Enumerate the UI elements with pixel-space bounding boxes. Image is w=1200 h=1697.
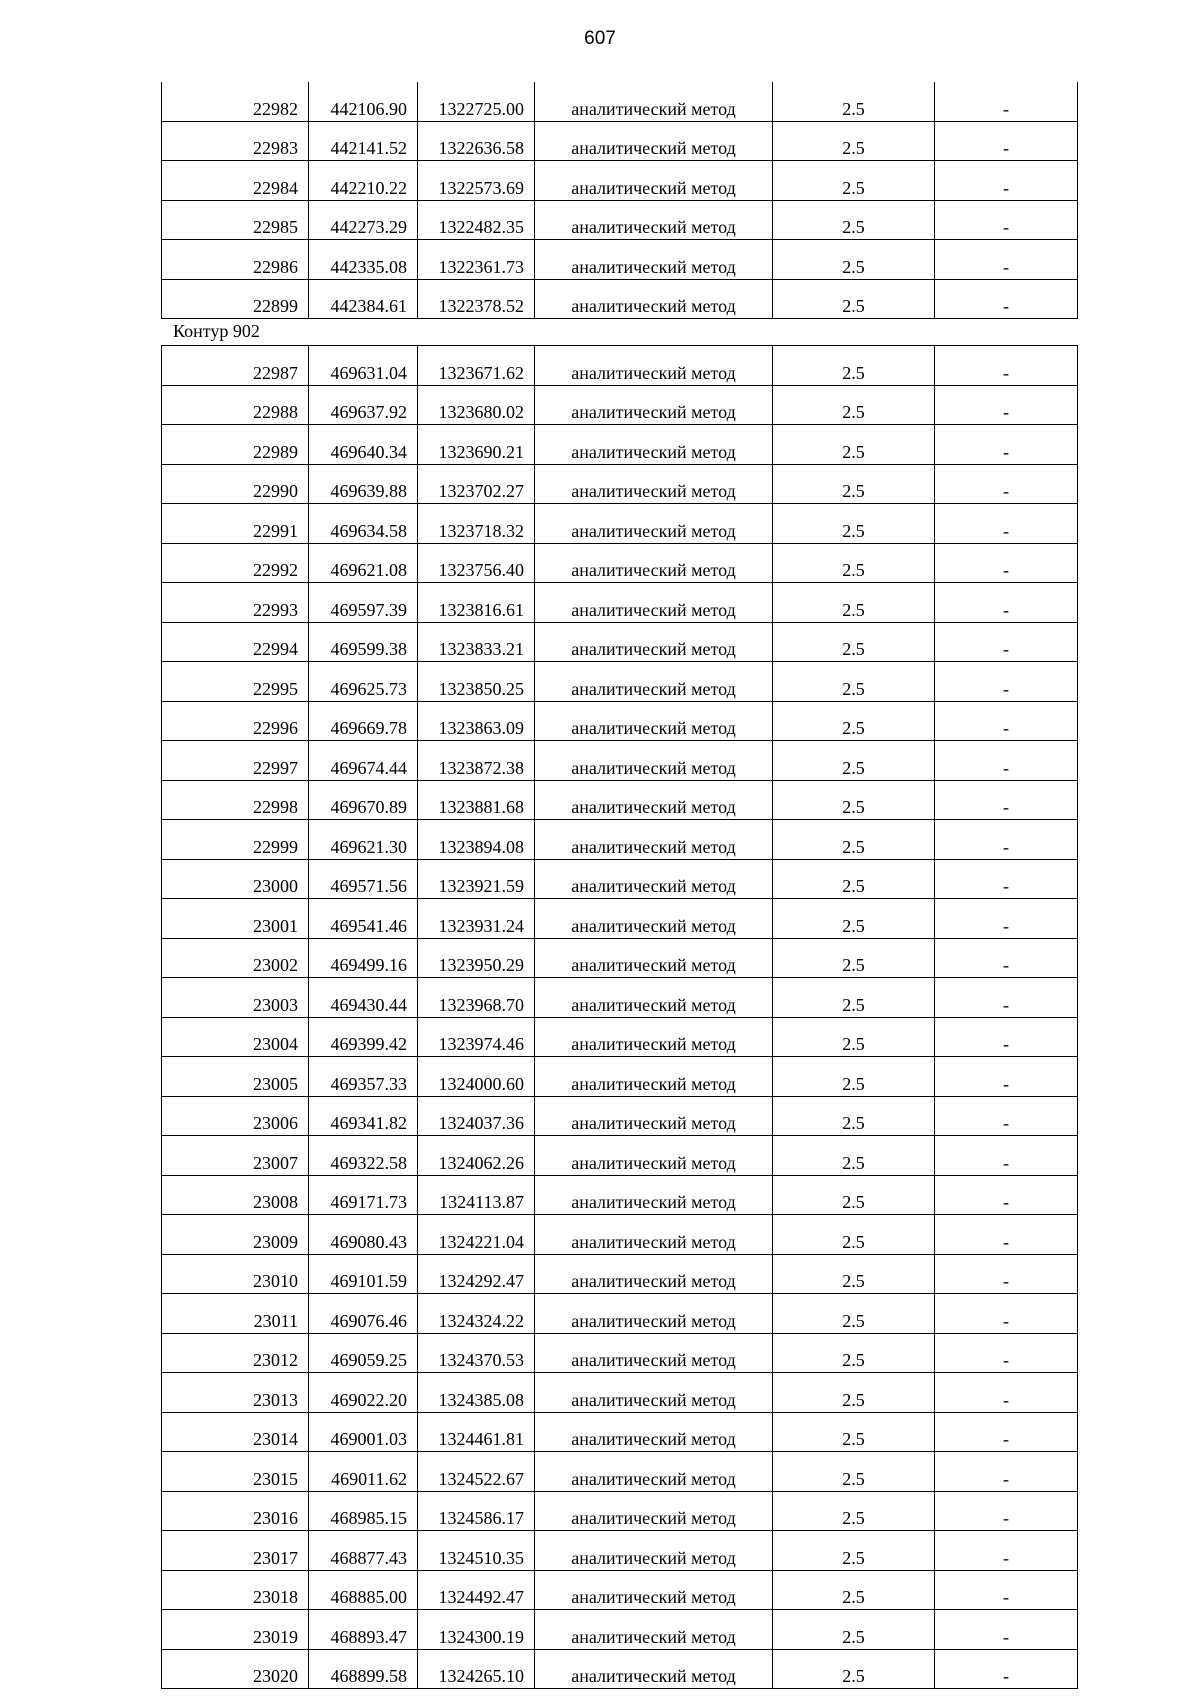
- y-coordinate-cell: 1322482.35: [418, 200, 535, 240]
- table-row: [162, 1452, 1078, 1492]
- y-coordinate-cell: 1323816.61: [418, 583, 535, 623]
- y-coordinate-cell: 1324370.53: [418, 1333, 535, 1373]
- y-coordinate-cell: 1324292.47: [418, 1254, 535, 1294]
- table-row: [162, 583, 1078, 623]
- y-coordinate-cell: 1323680.02: [418, 385, 535, 425]
- point-number-cell: 23009: [162, 1215, 309, 1255]
- accuracy-cell: 2.5: [773, 1649, 935, 1689]
- point-number-cell: 23004: [162, 1017, 309, 1057]
- point-number-cell: 22995: [162, 662, 309, 702]
- point-number-cell: 23000: [162, 859, 309, 899]
- y-coordinate-cell: 1323833.21: [418, 622, 535, 662]
- x-coordinate-cell: 468899.58: [309, 1649, 418, 1689]
- table-row: [162, 938, 1078, 978]
- method-cell: аналитический метод: [535, 504, 773, 544]
- note-cell: -: [935, 1491, 1078, 1531]
- accuracy-cell: 2.5: [773, 1491, 935, 1531]
- accuracy-cell: 2.5: [773, 899, 935, 939]
- x-coordinate-cell: 469597.39: [309, 583, 418, 623]
- point-number-cell: 22992: [162, 543, 309, 583]
- point-number-cell: 22991: [162, 504, 309, 544]
- table-row: [162, 121, 1078, 161]
- point-number-cell: 23020: [162, 1649, 309, 1689]
- x-coordinate-cell: 469076.46: [309, 1294, 418, 1334]
- table-row: [162, 1175, 1078, 1215]
- point-number-cell: 22994: [162, 622, 309, 662]
- table-row: [162, 1491, 1078, 1531]
- table-row: [162, 662, 1078, 702]
- y-coordinate-cell: 1323974.46: [418, 1017, 535, 1057]
- table-row: [162, 1017, 1078, 1057]
- point-number-cell: 23011: [162, 1294, 309, 1334]
- accuracy-cell: 2.5: [773, 1175, 935, 1215]
- method-cell: аналитический метод: [535, 701, 773, 741]
- accuracy-cell: 2.5: [773, 938, 935, 978]
- y-coordinate-cell: 1324000.60: [418, 1057, 535, 1097]
- point-number-cell: 22997: [162, 741, 309, 781]
- point-number-cell: 22987: [162, 346, 309, 386]
- method-cell: аналитический метод: [535, 161, 773, 201]
- y-coordinate-cell: 1322378.52: [418, 279, 535, 319]
- table-row: [162, 1215, 1078, 1255]
- table-row: [162, 425, 1078, 465]
- accuracy-cell: 2.5: [773, 1017, 935, 1057]
- point-number-cell: 22899: [162, 279, 309, 319]
- x-coordinate-cell: 469599.38: [309, 622, 418, 662]
- y-coordinate-cell: 1324461.81: [418, 1412, 535, 1452]
- y-coordinate-cell: 1323931.24: [418, 899, 535, 939]
- accuracy-cell: 2.5: [773, 662, 935, 702]
- x-coordinate-cell: 469101.59: [309, 1254, 418, 1294]
- note-cell: -: [935, 780, 1078, 820]
- x-coordinate-cell: 469625.73: [309, 662, 418, 702]
- coordinates-table-continued: [161, 82, 1078, 319]
- table-row: [162, 1096, 1078, 1136]
- accuracy-cell: 2.5: [773, 1570, 935, 1610]
- point-number-cell: 22998: [162, 780, 309, 820]
- note-cell: -: [935, 464, 1078, 504]
- method-cell: аналитический метод: [535, 938, 773, 978]
- method-cell: аналитический метод: [535, 1215, 773, 1255]
- point-number-cell: 22985: [162, 200, 309, 240]
- x-coordinate-cell: 442106.90: [309, 82, 418, 121]
- point-number-cell: 23014: [162, 1412, 309, 1452]
- y-coordinate-cell: 1322636.58: [418, 121, 535, 161]
- note-cell: -: [935, 543, 1078, 583]
- method-cell: аналитический метод: [535, 1333, 773, 1373]
- point-number-cell: 23003: [162, 978, 309, 1018]
- table-row: [162, 1610, 1078, 1650]
- x-coordinate-cell: 469669.78: [309, 701, 418, 741]
- table-row: [162, 279, 1078, 319]
- accuracy-cell: 2.5: [773, 978, 935, 1018]
- accuracy-cell: 2.5: [773, 346, 935, 386]
- method-cell: аналитический метод: [535, 543, 773, 583]
- y-coordinate-cell: 1324324.22: [418, 1294, 535, 1334]
- x-coordinate-cell: 469571.56: [309, 859, 418, 899]
- note-cell: -: [935, 1294, 1078, 1334]
- method-cell: аналитический метод: [535, 662, 773, 702]
- table-row: [162, 464, 1078, 504]
- x-coordinate-cell: 469621.30: [309, 820, 418, 860]
- x-coordinate-cell: 469080.43: [309, 1215, 418, 1255]
- note-cell: -: [935, 978, 1078, 1018]
- note-cell: -: [935, 701, 1078, 741]
- x-coordinate-cell: 442335.08: [309, 240, 418, 280]
- y-coordinate-cell: 1324113.87: [418, 1175, 535, 1215]
- y-coordinate-cell: 1323718.32: [418, 504, 535, 544]
- method-cell: аналитический метод: [535, 240, 773, 280]
- y-coordinate-cell: 1322361.73: [418, 240, 535, 280]
- y-coordinate-cell: 1322725.00: [418, 82, 535, 121]
- accuracy-cell: 2.5: [773, 1531, 935, 1571]
- method-cell: аналитический метод: [535, 385, 773, 425]
- accuracy-cell: 2.5: [773, 425, 935, 465]
- point-number-cell: 22989: [162, 425, 309, 465]
- accuracy-cell: 2.5: [773, 1373, 935, 1413]
- point-number-cell: 22983: [162, 121, 309, 161]
- note-cell: -: [935, 1649, 1078, 1689]
- note-cell: -: [935, 1452, 1078, 1492]
- y-coordinate-cell: 1323863.09: [418, 701, 535, 741]
- x-coordinate-cell: 469634.58: [309, 504, 418, 544]
- note-cell: -: [935, 385, 1078, 425]
- point-number-cell: 22988: [162, 385, 309, 425]
- method-cell: аналитический метод: [535, 346, 773, 386]
- method-cell: аналитический метод: [535, 1373, 773, 1413]
- accuracy-cell: 2.5: [773, 1452, 935, 1492]
- y-coordinate-cell: 1324037.36: [418, 1096, 535, 1136]
- point-number-cell: 23012: [162, 1333, 309, 1373]
- y-coordinate-cell: 1323756.40: [418, 543, 535, 583]
- note-cell: -: [935, 279, 1078, 319]
- table-row: [162, 1570, 1078, 1610]
- method-cell: аналитический метод: [535, 583, 773, 623]
- y-coordinate-cell: 1323950.29: [418, 938, 535, 978]
- point-number-cell: 23010: [162, 1254, 309, 1294]
- note-cell: -: [935, 504, 1078, 544]
- x-coordinate-cell: 469637.92: [309, 385, 418, 425]
- accuracy-cell: 2.5: [773, 504, 935, 544]
- x-coordinate-cell: 469011.62: [309, 1452, 418, 1492]
- method-cell: аналитический метод: [535, 780, 773, 820]
- section-label: Контур 902: [173, 321, 260, 341]
- method-cell: аналитический метод: [535, 1531, 773, 1571]
- point-number-cell: 23019: [162, 1610, 309, 1650]
- x-coordinate-cell: 469631.04: [309, 346, 418, 386]
- method-cell: аналитический метод: [535, 1254, 773, 1294]
- page-number: 607: [584, 28, 616, 49]
- y-coordinate-cell: 1323702.27: [418, 464, 535, 504]
- accuracy-cell: 2.5: [773, 200, 935, 240]
- note-cell: -: [935, 425, 1078, 465]
- note-cell: -: [935, 200, 1078, 240]
- note-cell: -: [935, 938, 1078, 978]
- note-cell: -: [935, 1531, 1078, 1571]
- point-number-cell: 22982: [162, 82, 309, 121]
- note-cell: -: [935, 859, 1078, 899]
- point-number-cell: 23007: [162, 1136, 309, 1176]
- table-row: [162, 701, 1078, 741]
- accuracy-cell: 2.5: [773, 583, 935, 623]
- table-row: [162, 1412, 1078, 1452]
- method-cell: аналитический метод: [535, 1096, 773, 1136]
- table-row: [162, 161, 1078, 201]
- x-coordinate-cell: 469322.58: [309, 1136, 418, 1176]
- accuracy-cell: 2.5: [773, 1294, 935, 1334]
- y-coordinate-cell: 1323921.59: [418, 859, 535, 899]
- x-coordinate-cell: 442384.61: [309, 279, 418, 319]
- table-row: [162, 859, 1078, 899]
- point-number-cell: 23006: [162, 1096, 309, 1136]
- method-cell: аналитический метод: [535, 1017, 773, 1057]
- method-cell: аналитический метод: [535, 978, 773, 1018]
- table-row: [162, 1333, 1078, 1373]
- x-coordinate-cell: 442141.52: [309, 121, 418, 161]
- table-row: [162, 240, 1078, 280]
- method-cell: аналитический метод: [535, 279, 773, 319]
- method-cell: аналитический метод: [535, 1175, 773, 1215]
- note-cell: -: [935, 899, 1078, 939]
- method-cell: аналитический метод: [535, 820, 773, 860]
- table-row: [162, 346, 1078, 386]
- table-row: [162, 1294, 1078, 1334]
- x-coordinate-cell: 442273.29: [309, 200, 418, 240]
- x-coordinate-cell: 469357.33: [309, 1057, 418, 1097]
- y-coordinate-cell: 1324221.04: [418, 1215, 535, 1255]
- x-coordinate-cell: 469430.44: [309, 978, 418, 1018]
- method-cell: аналитический метод: [535, 121, 773, 161]
- method-cell: аналитический метод: [535, 1294, 773, 1334]
- note-cell: -: [935, 1096, 1078, 1136]
- note-cell: -: [935, 1373, 1078, 1413]
- x-coordinate-cell: 469171.73: [309, 1175, 418, 1215]
- method-cell: аналитический метод: [535, 1491, 773, 1531]
- point-number-cell: 22999: [162, 820, 309, 860]
- point-number-cell: 23017: [162, 1531, 309, 1571]
- method-cell: аналитический метод: [535, 1057, 773, 1097]
- x-coordinate-cell: 469001.03: [309, 1412, 418, 1452]
- x-coordinate-cell: 469022.20: [309, 1373, 418, 1413]
- table-row: [162, 1254, 1078, 1294]
- point-number-cell: 22986: [162, 240, 309, 280]
- y-coordinate-cell: 1323872.38: [418, 741, 535, 781]
- x-coordinate-cell: 469621.08: [309, 543, 418, 583]
- accuracy-cell: 2.5: [773, 240, 935, 280]
- x-coordinate-cell: 469499.16: [309, 938, 418, 978]
- table-row: [162, 1057, 1078, 1097]
- y-coordinate-cell: 1324062.26: [418, 1136, 535, 1176]
- x-coordinate-cell: 469059.25: [309, 1333, 418, 1373]
- accuracy-cell: 2.5: [773, 741, 935, 781]
- table-row: [162, 504, 1078, 544]
- point-number-cell: 23008: [162, 1175, 309, 1215]
- method-cell: аналитический метод: [535, 859, 773, 899]
- table-row: [162, 385, 1078, 425]
- y-coordinate-cell: 1324265.10: [418, 1649, 535, 1689]
- method-cell: аналитический метод: [535, 622, 773, 662]
- y-coordinate-cell: 1324586.17: [418, 1491, 535, 1531]
- accuracy-cell: 2.5: [773, 464, 935, 504]
- table-row: [162, 899, 1078, 939]
- table-row: [162, 741, 1078, 781]
- note-cell: -: [935, 583, 1078, 623]
- method-cell: аналитический метод: [535, 1570, 773, 1610]
- accuracy-cell: 2.5: [773, 1057, 935, 1097]
- table-row: [162, 1136, 1078, 1176]
- y-coordinate-cell: 1324492.47: [418, 1570, 535, 1610]
- note-cell: -: [935, 161, 1078, 201]
- accuracy-cell: 2.5: [773, 859, 935, 899]
- accuracy-cell: 2.5: [773, 1610, 935, 1650]
- y-coordinate-cell: 1322573.69: [418, 161, 535, 201]
- method-cell: аналитический метод: [535, 425, 773, 465]
- note-cell: -: [935, 1136, 1078, 1176]
- note-cell: -: [935, 1175, 1078, 1215]
- x-coordinate-cell: 468985.15: [309, 1491, 418, 1531]
- method-cell: аналитический метод: [535, 200, 773, 240]
- note-cell: -: [935, 1215, 1078, 1255]
- accuracy-cell: 2.5: [773, 1136, 935, 1176]
- accuracy-cell: 2.5: [773, 780, 935, 820]
- point-number-cell: 23016: [162, 1491, 309, 1531]
- method-cell: аналитический метод: [535, 1610, 773, 1650]
- x-coordinate-cell: 469341.82: [309, 1096, 418, 1136]
- x-coordinate-cell: 442210.22: [309, 161, 418, 201]
- y-coordinate-cell: 1323881.68: [418, 780, 535, 820]
- method-cell: аналитический метод: [535, 1412, 773, 1452]
- y-coordinate-cell: 1324300.19: [418, 1610, 535, 1650]
- note-cell: -: [935, 346, 1078, 386]
- x-coordinate-cell: 468885.00: [309, 1570, 418, 1610]
- accuracy-cell: 2.5: [773, 701, 935, 741]
- table-row: [162, 543, 1078, 583]
- point-number-cell: 23001: [162, 899, 309, 939]
- accuracy-cell: 2.5: [773, 820, 935, 860]
- point-number-cell: 23013: [162, 1373, 309, 1413]
- point-number-cell: 23005: [162, 1057, 309, 1097]
- method-cell: аналитический метод: [535, 1452, 773, 1492]
- note-cell: -: [935, 1254, 1078, 1294]
- x-coordinate-cell: 469640.34: [309, 425, 418, 465]
- x-coordinate-cell: 469670.89: [309, 780, 418, 820]
- coordinates-table-contour-902: [161, 345, 1078, 1689]
- point-number-cell: 22996: [162, 701, 309, 741]
- method-cell: аналитический метод: [535, 741, 773, 781]
- note-cell: -: [935, 82, 1078, 121]
- accuracy-cell: 2.5: [773, 82, 935, 121]
- y-coordinate-cell: 1323850.25: [418, 662, 535, 702]
- accuracy-cell: 2.5: [773, 1254, 935, 1294]
- accuracy-cell: 2.5: [773, 161, 935, 201]
- point-number-cell: 23015: [162, 1452, 309, 1492]
- table-row: [162, 1373, 1078, 1413]
- note-cell: -: [935, 741, 1078, 781]
- method-cell: аналитический метод: [535, 1136, 773, 1176]
- table-row: [162, 1531, 1078, 1571]
- note-cell: -: [935, 1570, 1078, 1610]
- accuracy-cell: 2.5: [773, 1333, 935, 1373]
- note-cell: -: [935, 1610, 1078, 1650]
- table-row: [162, 820, 1078, 860]
- x-coordinate-cell: 469674.44: [309, 741, 418, 781]
- note-cell: -: [935, 662, 1078, 702]
- x-coordinate-cell: 469639.88: [309, 464, 418, 504]
- table-row: [162, 200, 1078, 240]
- y-coordinate-cell: 1323671.62: [418, 346, 535, 386]
- x-coordinate-cell: 468877.43: [309, 1531, 418, 1571]
- note-cell: -: [935, 240, 1078, 280]
- y-coordinate-cell: 1323894.08: [418, 820, 535, 860]
- point-number-cell: 22990: [162, 464, 309, 504]
- y-coordinate-cell: 1324510.35: [418, 1531, 535, 1571]
- method-cell: аналитический метод: [535, 464, 773, 504]
- y-coordinate-cell: 1324522.67: [418, 1452, 535, 1492]
- accuracy-cell: 2.5: [773, 1096, 935, 1136]
- note-cell: -: [935, 1057, 1078, 1097]
- point-number-cell: 22984: [162, 161, 309, 201]
- accuracy-cell: 2.5: [773, 622, 935, 662]
- note-cell: -: [935, 622, 1078, 662]
- table-row: [162, 82, 1078, 121]
- note-cell: -: [935, 1333, 1078, 1373]
- accuracy-cell: 2.5: [773, 121, 935, 161]
- x-coordinate-cell: 468893.47: [309, 1610, 418, 1650]
- note-cell: -: [935, 1017, 1078, 1057]
- table-row: [162, 1649, 1078, 1689]
- accuracy-cell: 2.5: [773, 385, 935, 425]
- point-number-cell: 23018: [162, 1570, 309, 1610]
- method-cell: аналитический метод: [535, 1649, 773, 1689]
- table-row: [162, 780, 1078, 820]
- note-cell: -: [935, 1412, 1078, 1452]
- method-cell: аналитический метод: [535, 899, 773, 939]
- x-coordinate-cell: 469541.46: [309, 899, 418, 939]
- y-coordinate-cell: 1323968.70: [418, 978, 535, 1018]
- point-number-cell: 22993: [162, 583, 309, 623]
- accuracy-cell: 2.5: [773, 1215, 935, 1255]
- y-coordinate-cell: 1323690.21: [418, 425, 535, 465]
- note-cell: -: [935, 121, 1078, 161]
- point-number-cell: 23002: [162, 938, 309, 978]
- accuracy-cell: 2.5: [773, 1412, 935, 1452]
- y-coordinate-cell: 1324385.08: [418, 1373, 535, 1413]
- note-cell: -: [935, 820, 1078, 860]
- accuracy-cell: 2.5: [773, 279, 935, 319]
- accuracy-cell: 2.5: [773, 543, 935, 583]
- table-row: [162, 622, 1078, 662]
- method-cell: аналитический метод: [535, 82, 773, 121]
- table-row: [162, 978, 1078, 1018]
- x-coordinate-cell: 469399.42: [309, 1017, 418, 1057]
